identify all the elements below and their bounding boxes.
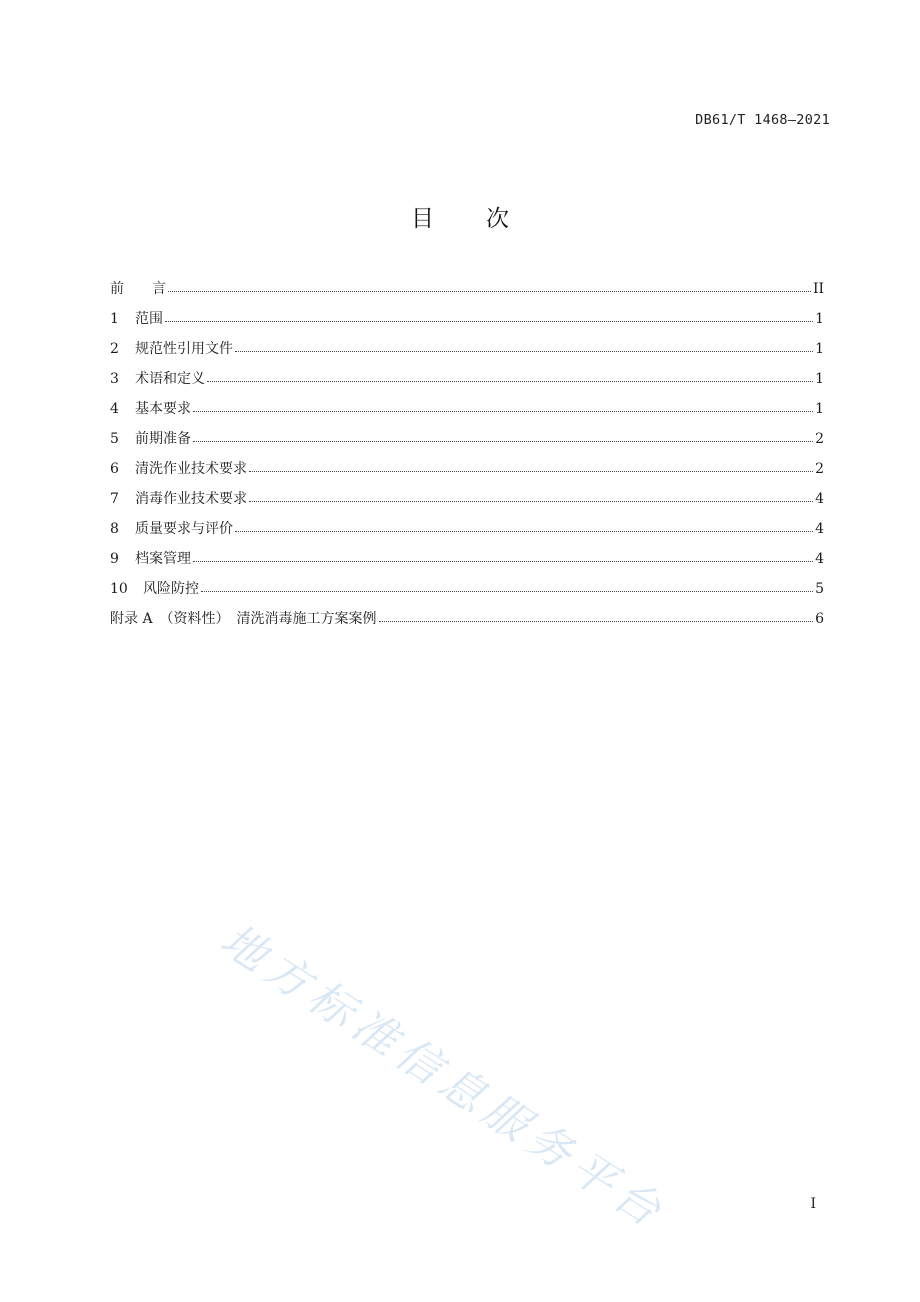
toc-entry-number: 10 (110, 581, 128, 597)
toc-entry-page: II (812, 281, 824, 297)
title-char-1: 目 (411, 206, 434, 232)
toc-entry-archive-management[interactable] (110, 548, 824, 578)
page-title (0, 200, 920, 233)
dot-leader (235, 337, 813, 352)
toc-entry-number: 4 (110, 401, 119, 417)
toc-entry-number: 6 (110, 461, 119, 477)
toc-entry-cleaning-requirements[interactable] (110, 458, 824, 488)
toc-entry-page: 6 (815, 611, 824, 627)
toc-entry-number: 9 (110, 551, 119, 567)
toc-entry-label: 规范性引用文件 (135, 341, 233, 357)
toc-entry-page: 4 (815, 521, 824, 537)
toc-entry-label: 档案管理 (135, 551, 191, 567)
toc-entry-number: 8 (110, 521, 119, 537)
toc-entry-terms-definitions[interactable] (110, 368, 824, 398)
toc-entry-label: 基本要求 (135, 401, 191, 417)
toc-entry-foreword[interactable] (110, 278, 824, 308)
toc-entry-label: 清洗作业技术要求 (135, 461, 247, 477)
toc-entry-label: 风险防控 (143, 581, 199, 597)
toc-entry-page: 5 (815, 581, 824, 597)
toc-entry-label: 附录 A （资料性） 清洗消毒施工方案案例 (110, 611, 377, 627)
toc-entry-preparation[interactable] (110, 428, 824, 458)
toc-entry-quality-evaluation[interactable] (110, 518, 824, 548)
toc-entry-number: 5 (110, 431, 119, 447)
toc-entry-label: 消毒作业技术要求 (135, 491, 247, 507)
table-of-contents (110, 278, 824, 638)
dot-leader (379, 607, 814, 622)
toc-entry-page: 4 (815, 551, 824, 567)
dot-leader (193, 397, 813, 412)
document-code: DB61/T 1468—2021 (695, 112, 830, 128)
toc-entry-risk-control[interactable] (110, 578, 824, 608)
toc-entry-appendix-a[interactable] (110, 608, 824, 638)
watermark: 地方标准信息服务平台 (211, 914, 676, 1241)
title-char-2: 次 (486, 206, 509, 232)
dot-leader (201, 577, 813, 592)
toc-entry-page: 2 (815, 431, 824, 447)
toc-entry-basic-requirements[interactable] (110, 398, 824, 428)
dot-leader (207, 367, 813, 382)
toc-entry-page: 2 (815, 461, 824, 477)
toc-entry-normative-references[interactable] (110, 338, 824, 368)
toc-entry-page: 1 (815, 311, 824, 327)
toc-entry-page: 1 (815, 371, 824, 387)
dot-leader (249, 487, 813, 502)
toc-entry-number: 7 (110, 491, 119, 507)
toc-entry-label: 范围 (135, 311, 163, 327)
toc-entry-label: 前 言 (110, 281, 166, 297)
toc-entry-number: 2 (110, 341, 119, 357)
toc-entry-page: 1 (815, 341, 824, 357)
dot-leader (165, 307, 813, 322)
toc-entry-number: 3 (110, 371, 119, 387)
dot-leader (193, 427, 813, 442)
toc-entry-page: 1 (815, 401, 824, 417)
toc-entry-disinfection-requirements[interactable] (110, 488, 824, 518)
toc-entry-label: 质量要求与评价 (135, 521, 233, 537)
toc-entry-label: 前期准备 (135, 431, 191, 447)
dot-leader (193, 547, 813, 562)
dot-leader (249, 457, 813, 472)
dot-leader (168, 277, 811, 292)
toc-entry-number: 1 (110, 311, 119, 327)
toc-entry-page: 4 (815, 491, 824, 507)
dot-leader (235, 517, 813, 532)
toc-entry-scope[interactable] (110, 308, 824, 338)
toc-entry-label: 术语和定义 (135, 371, 205, 387)
page-number: I (810, 1196, 816, 1212)
